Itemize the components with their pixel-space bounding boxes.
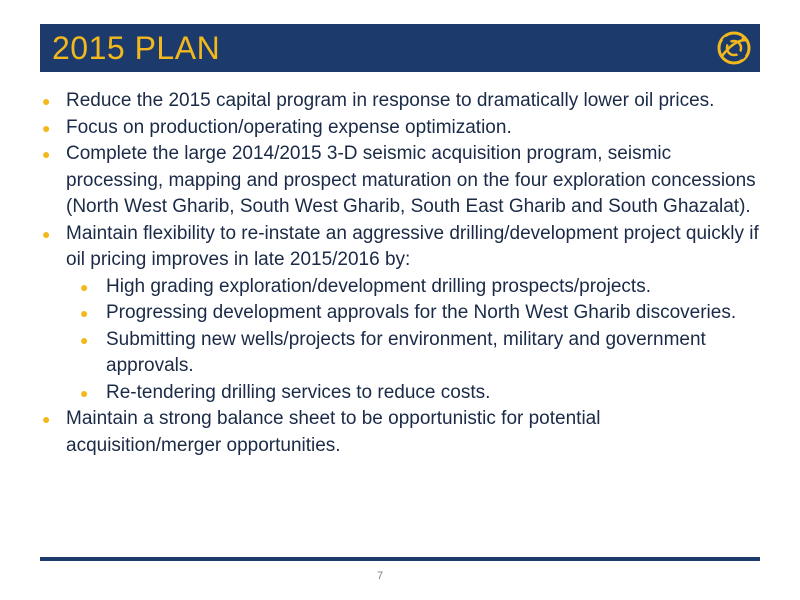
sub-bullet-dot-icon: ● bbox=[80, 331, 89, 348]
bullet-item bbox=[40, 221, 760, 274]
bullet-dot-icon: ● bbox=[42, 119, 51, 136]
sub-bullet-item bbox=[66, 300, 760, 327]
sub-bullet-text: Re-tendering drilling services to reduce costs. bbox=[106, 381, 491, 403]
bullet-dot-icon: ● bbox=[42, 146, 51, 162]
page-number: 7 bbox=[376, 570, 384, 582]
bullet-text: Reduce the 2015 capital program in response to dramatically lower oil prices. bbox=[66, 90, 715, 111]
footer-divider bbox=[40, 557, 760, 561]
bullet-text: Complete the large 2014/2015 3-D seismic acquisition program, seismic processing, mapping and prospect maturation on the four exploration concessions (North West Gharib, South West Gharib, South East Gharib and South Ghazalat). bbox=[66, 143, 756, 217]
sub-bullet-dot-icon: ● bbox=[80, 384, 89, 401]
sub-bullet-item bbox=[66, 274, 760, 301]
sub-bullet-text: Progressing development approvals for the North West Gharib discoveries. bbox=[106, 302, 737, 323]
slide-title: 2015 PLAN bbox=[52, 30, 221, 66]
bullet-text: Maintain flexibility to re-instate an aggressive drilling/development project quickly if oil pricing improves in late 2015/2016 by: bbox=[66, 222, 759, 270]
sub-bullet-text: High grading exploration/development drilling prospects/projects. bbox=[106, 275, 651, 297]
company-logo-icon bbox=[716, 30, 752, 66]
bullet-text: Maintain a strong balance sheet to be opportunistic for potential acquisition/merger opportunities. bbox=[66, 408, 601, 456]
sub-bullet-item bbox=[66, 327, 760, 380]
bullet-dot-icon: ● bbox=[42, 225, 51, 242]
bullet-item bbox=[40, 115, 760, 142]
title-bar bbox=[40, 24, 760, 72]
bullet-text: Focus on production/operating expense optimization. bbox=[66, 116, 512, 138]
sub-bullet-item bbox=[66, 380, 760, 407]
sub-bullet-text: Submitting new wells/projects for environment, military and government approvals. bbox=[106, 328, 706, 376]
bullet-item bbox=[40, 141, 760, 221]
bullet-item bbox=[40, 406, 760, 459]
sub-bullet-dot-icon: ● bbox=[80, 305, 89, 321]
bullet-content bbox=[40, 88, 760, 459]
bullet-dot-icon: ● bbox=[42, 93, 51, 109]
sub-bullet-dot-icon: ● bbox=[80, 278, 89, 295]
bullet-item bbox=[40, 88, 760, 115]
bullet-dot-icon: ● bbox=[42, 411, 51, 427]
